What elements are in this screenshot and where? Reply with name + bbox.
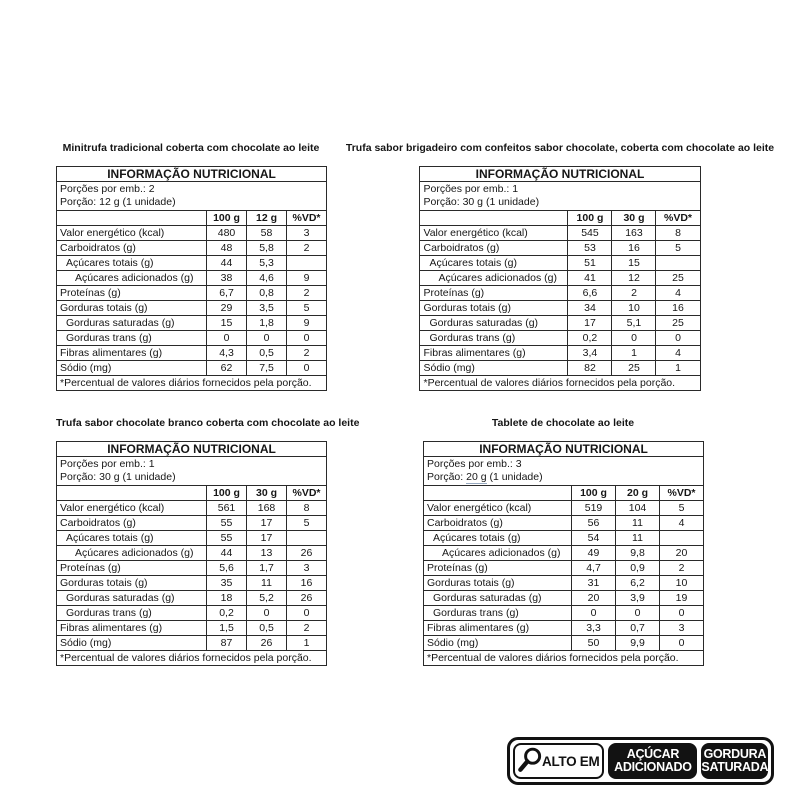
nutrient-value: 5 [660, 501, 704, 516]
nutrient-value: 4,3 [207, 346, 247, 361]
nutrient-value: 11 [616, 531, 660, 546]
nutrient-row [424, 561, 704, 576]
nutrient-value: 0,2 [207, 606, 247, 621]
added-sugar-line1: AÇÚCAR [626, 747, 680, 761]
nutrient-row [57, 501, 327, 516]
nutrient-value: 26 [287, 546, 327, 561]
nutrient-label: Gorduras saturadas (g) [57, 591, 207, 606]
nutrient-value: 5 [656, 241, 700, 256]
nutrient-label: Gorduras saturadas (g) [420, 316, 568, 331]
nutrient-value: 2 [287, 346, 327, 361]
front-of-package-warning-seal [507, 737, 774, 785]
nutrient-value [660, 531, 704, 546]
nutrient-row [420, 346, 700, 361]
product-panel-minitrufa [56, 142, 326, 391]
empty-corner-cell [57, 486, 207, 501]
nutrient-value: 9 [287, 271, 327, 286]
nutrient-row [57, 301, 327, 316]
nutrient-value: 3 [287, 226, 327, 241]
nutrition-table [56, 166, 327, 391]
nutrient-value: 0,5 [247, 346, 287, 361]
nutrient-label: Valor energético (kcal) [424, 501, 572, 516]
nutrient-value: 1,5 [207, 621, 247, 636]
nutrient-value: 2 [612, 286, 656, 301]
nutrient-value: 15 [612, 256, 656, 271]
nutrient-label: Sódio (mg) [57, 636, 207, 651]
nutrient-row [57, 331, 327, 346]
servings-cell [57, 457, 327, 486]
nutrient-value: 5 [287, 516, 327, 531]
serving-size [427, 471, 700, 484]
col-header-portion: 30 g [247, 486, 287, 501]
nutrient-value: 53 [568, 241, 612, 256]
servings-per-pack: Porções por emb.: 2 [60, 183, 155, 195]
nutrient-value: 2 [287, 241, 327, 256]
nutrient-row [57, 516, 327, 531]
nutrient-value: 545 [568, 226, 612, 241]
col-header-100g: 100 g [207, 211, 247, 226]
nutrient-row [420, 331, 700, 346]
serving-size-text: Porção: 12 g (1 unidade) [60, 196, 176, 208]
nutrient-value: 7,5 [247, 361, 287, 376]
nutrient-value [287, 256, 327, 271]
serving-size-text: Porção: [427, 471, 467, 483]
nutrient-label: Açúcares totais (g) [424, 531, 572, 546]
nutrient-value: 104 [616, 501, 660, 516]
nutrient-value: 5,8 [247, 241, 287, 256]
nutrient-row [420, 241, 700, 256]
nutrient-value: 25 [612, 361, 656, 376]
nutrient-value: 26 [247, 636, 287, 651]
nutrient-label: Gorduras totais (g) [420, 301, 568, 316]
nutrient-row [424, 606, 704, 621]
nutrient-value: 87 [207, 636, 247, 651]
nutrient-value: 16 [612, 241, 656, 256]
col-header-vd: %VD* [660, 486, 704, 501]
nutrient-row [420, 361, 700, 376]
nutrient-value: 168 [247, 501, 287, 516]
table-header-row [57, 442, 327, 457]
nutrient-row [57, 606, 327, 621]
nutrient-value: 6,2 [616, 576, 660, 591]
nutrient-label: Açúcares totais (g) [57, 256, 207, 271]
table-header-row [57, 167, 327, 182]
col-header-vd: %VD* [287, 211, 327, 226]
nutrient-value: 5,1 [612, 316, 656, 331]
nutrient-label: Carboidratos (g) [57, 241, 207, 256]
nutrient-row [57, 286, 327, 301]
nutrient-row [57, 546, 327, 561]
nutrient-label: Açúcares adicionados (g) [57, 546, 207, 561]
nutrient-value: 11 [616, 516, 660, 531]
nutrient-label: Gorduras totais (g) [57, 576, 207, 591]
table-footnote: *Percentual de valores diários fornecidos pela porção. [57, 376, 327, 391]
nutrient-label: Carboidratos (g) [57, 516, 207, 531]
nutrient-value: 26 [287, 591, 327, 606]
nutrient-label: Gorduras trans (g) [424, 606, 572, 621]
nutrient-value: 0 [287, 361, 327, 376]
nutrient-row [57, 591, 327, 606]
nutrient-value: 5,6 [207, 561, 247, 576]
nutrient-label: Valor energético (kcal) [420, 226, 568, 241]
nutrient-value: 35 [207, 576, 247, 591]
saturated-fat-line2: SATURADA [701, 760, 769, 774]
nutrient-value: 519 [572, 501, 616, 516]
table-footnote: *Percentual de valores diários fornecidos pela porção. [57, 651, 327, 666]
nutrient-value: 12 [612, 271, 656, 286]
nutrient-value: 8 [287, 501, 327, 516]
nutrient-value: 44 [207, 256, 247, 271]
nutrient-value: 3,4 [568, 346, 612, 361]
nutrient-value: 1 [287, 636, 327, 651]
nutrition-table [56, 441, 327, 666]
nutrient-value: 2 [287, 286, 327, 301]
nutrient-value: 25 [656, 316, 700, 331]
table-header: INFORMAÇÃO NUTRICIONAL [420, 167, 700, 182]
nutrient-value: 13 [247, 546, 287, 561]
nutrient-label: Proteínas (g) [57, 561, 207, 576]
servings-per-pack: Porções por emb.: 1 [60, 458, 155, 470]
nutrient-value: 0,2 [568, 331, 612, 346]
nutrient-row [420, 286, 700, 301]
nutrient-value: 0 [287, 331, 327, 346]
saturated-fat-line1: GORDURA [703, 747, 767, 761]
nutrient-label: Gorduras totais (g) [57, 301, 207, 316]
nutrient-label: Sódio (mg) [424, 636, 572, 651]
serving-size-text: Porção: 30 g (1 unidade) [60, 471, 176, 483]
nutrient-row [57, 346, 327, 361]
product-title: Trufa sabor chocolate branco coberta com chocolate ao leite [56, 417, 360, 429]
product-panel-trufa-brigadeiro [333, 142, 787, 391]
nutrient-row [57, 636, 327, 651]
servings-row [57, 457, 327, 486]
table-header: INFORMAÇÃO NUTRICIONAL [424, 442, 704, 457]
nutrient-label: Sódio (mg) [57, 361, 207, 376]
footnote-row [424, 651, 704, 666]
serving-size-underlined: 20 g [466, 471, 487, 483]
col-header-100g: 100 g [207, 486, 247, 501]
col-header-portion: 12 g [247, 211, 287, 226]
nutrient-value: 6,7 [207, 286, 247, 301]
added-sugar-line2: ADICIONADO [614, 760, 692, 774]
servings-per-pack: Porções por emb.: 3 [427, 458, 522, 470]
nutrient-label: Fibras alimentares (g) [420, 346, 568, 361]
magnifier-icon [516, 746, 544, 776]
nutrient-row [420, 226, 700, 241]
nutrient-value: 18 [207, 591, 247, 606]
nutrient-row [57, 621, 327, 636]
col-header-portion: 20 g [616, 486, 660, 501]
nutrient-value: 17 [247, 531, 287, 546]
nutrient-value: 29 [207, 301, 247, 316]
nutrient-label: Carboidratos (g) [420, 241, 568, 256]
nutrient-row [57, 256, 327, 271]
nutrient-row [420, 301, 700, 316]
nutrient-label: Sódio (mg) [420, 361, 568, 376]
empty-corner-cell [420, 211, 568, 226]
nutrient-value: 1,7 [247, 561, 287, 576]
nutrient-row [420, 316, 700, 331]
column-header-row [424, 486, 704, 501]
table-footnote: *Percentual de valores diários fornecidos pela porção. [420, 376, 700, 391]
nutrient-value [287, 531, 327, 546]
serving-size-text: Porção: 30 g (1 unidade) [423, 196, 540, 208]
nutrient-value: 51 [568, 256, 612, 271]
nutrient-value: 4 [656, 346, 700, 361]
nutrient-value: 9,8 [616, 546, 660, 561]
nutrient-row [57, 561, 327, 576]
nutrient-value: 55 [207, 531, 247, 546]
nutrient-value: 0 [247, 606, 287, 621]
nutrient-label: Proteínas (g) [420, 286, 568, 301]
nutrient-row [424, 591, 704, 606]
nutrient-value: 0,5 [247, 621, 287, 636]
nutrient-value: 11 [247, 576, 287, 591]
nutrient-row [424, 576, 704, 591]
nutrient-label: Valor energético (kcal) [57, 226, 207, 241]
nutrient-row [420, 271, 700, 286]
nutrient-value: 54 [572, 531, 616, 546]
nutrient-value: 34 [568, 301, 612, 316]
nutrient-label: Fibras alimentares (g) [57, 346, 207, 361]
nutrient-value: 0 [572, 606, 616, 621]
nutrient-row [57, 271, 327, 286]
nutrient-label: Açúcares adicionados (g) [424, 546, 572, 561]
nutrient-row [57, 241, 327, 256]
nutrient-value: 4,6 [247, 271, 287, 286]
col-header-100g: 100 g [572, 486, 616, 501]
product-title: Tablete de chocolate ao leite [491, 417, 635, 429]
nutrient-row [424, 636, 704, 651]
nutrient-label: Açúcares totais (g) [420, 256, 568, 271]
nutrient-row [57, 226, 327, 241]
nutrient-value: 17 [247, 516, 287, 531]
serving-size-suffix: (1 unidade) [486, 471, 543, 483]
nutrient-label: Gorduras trans (g) [57, 606, 207, 621]
nutrient-row [424, 546, 704, 561]
nutrient-label: Gorduras trans (g) [420, 331, 568, 346]
nutrient-value: 480 [207, 226, 247, 241]
nutrient-label: Valor energético (kcal) [57, 501, 207, 516]
nutrient-value: 3,3 [572, 621, 616, 636]
serving-size [60, 196, 323, 209]
nutrient-value: 1,8 [247, 316, 287, 331]
alto-em-badge [513, 743, 604, 779]
nutrient-value: 0 [656, 331, 700, 346]
nutrient-label: Gorduras saturadas (g) [424, 591, 572, 606]
nutrient-value: 2 [660, 561, 704, 576]
nutrient-value: 15 [207, 316, 247, 331]
nutrient-value: 55 [207, 516, 247, 531]
nutrient-value: 20 [572, 591, 616, 606]
footnote-row [57, 376, 327, 391]
serving-size [60, 471, 323, 484]
product-title: Minitrufa tradicional coberta com chocolate ao leite [62, 142, 320, 154]
col-header-vd: %VD* [656, 211, 700, 226]
servings-row [420, 182, 700, 211]
nutrient-value: 62 [207, 361, 247, 376]
nutrient-value: 9,9 [616, 636, 660, 651]
nutrient-value: 0,9 [616, 561, 660, 576]
product-panel-trufa-branco [56, 417, 360, 666]
nutrient-value: 17 [568, 316, 612, 331]
nutrient-value: 25 [656, 271, 700, 286]
product-panel-tablete [423, 417, 703, 666]
nutrient-value: 0 [616, 606, 660, 621]
table-header: INFORMAÇÃO NUTRICIONAL [57, 167, 327, 182]
nutrient-row [424, 516, 704, 531]
servings-row [57, 182, 327, 211]
nutrient-value: 10 [612, 301, 656, 316]
servings-row [424, 457, 704, 486]
product-title: Trufa sabor brigadeiro com confeitos sabor chocolate, coberta com chocolate ao leite [345, 142, 775, 154]
nutrient-value: 3 [287, 561, 327, 576]
nutrient-label: Gorduras saturadas (g) [57, 316, 207, 331]
nutrient-value: 1 [656, 361, 700, 376]
nutrient-label: Gorduras totais (g) [424, 576, 572, 591]
nutrient-value: 16 [287, 576, 327, 591]
column-header-row [57, 211, 327, 226]
nutrient-value: 19 [660, 591, 704, 606]
nutrient-value: 0 [660, 606, 704, 621]
nutrition-table [419, 166, 700, 391]
nutrient-value: 0 [207, 331, 247, 346]
nutrient-value: 58 [247, 226, 287, 241]
nutrient-label: Carboidratos (g) [424, 516, 572, 531]
nutrient-value: 10 [660, 576, 704, 591]
nutrient-value: 5,3 [247, 256, 287, 271]
nutrient-value: 5,2 [247, 591, 287, 606]
servings-cell [57, 182, 327, 211]
nutrient-row [57, 316, 327, 331]
footnote-row [57, 651, 327, 666]
nutrient-row [57, 531, 327, 546]
nutrient-value: 3,9 [616, 591, 660, 606]
nutrient-value: 0 [612, 331, 656, 346]
table-header-row [424, 442, 704, 457]
nutrient-value: 3,5 [247, 301, 287, 316]
nutrient-value: 38 [207, 271, 247, 286]
nutrient-value: 163 [612, 226, 656, 241]
nutrient-value: 4 [656, 286, 700, 301]
table-footnote: *Percentual de valores diários fornecidos pela porção. [424, 651, 704, 666]
nutrient-value: 2 [287, 621, 327, 636]
column-header-row [420, 211, 700, 226]
nutrient-value: 0,8 [247, 286, 287, 301]
alto-em-label: ALTO EM [542, 753, 600, 769]
empty-corner-cell [424, 486, 572, 501]
nutrient-label: Proteínas (g) [424, 561, 572, 576]
nutrient-value: 6,6 [568, 286, 612, 301]
nutrient-row [424, 531, 704, 546]
added-sugar-warning-badge [608, 743, 697, 779]
nutrient-value: 48 [207, 241, 247, 256]
nutrient-value: 20 [660, 546, 704, 561]
nutrient-label: Proteínas (g) [57, 286, 207, 301]
column-header-row [57, 486, 327, 501]
nutrient-label: Açúcares adicionados (g) [57, 271, 207, 286]
nutrient-value: 82 [568, 361, 612, 376]
nutrient-value: 16 [656, 301, 700, 316]
nutrient-value: 0,7 [616, 621, 660, 636]
nutrient-label: Açúcares totais (g) [57, 531, 207, 546]
nutrient-value: 5 [287, 301, 327, 316]
nutrient-row [57, 361, 327, 376]
saturated-fat-warning-badge [701, 743, 768, 779]
nutrient-value: 49 [572, 546, 616, 561]
nutrient-row [424, 621, 704, 636]
nutrient-value [656, 256, 700, 271]
nutrient-value: 3 [660, 621, 704, 636]
nutrient-value: 0 [287, 606, 327, 621]
nutrient-row [57, 576, 327, 591]
nutrient-value: 1 [612, 346, 656, 361]
col-header-portion: 30 g [612, 211, 656, 226]
nutrient-value: 9 [287, 316, 327, 331]
col-header-100g: 100 g [568, 211, 612, 226]
servings-cell [424, 457, 704, 486]
nutrient-label: Gorduras trans (g) [57, 331, 207, 346]
nutrient-value: 0 [660, 636, 704, 651]
serving-size [423, 196, 696, 209]
nutrient-value: 0 [247, 331, 287, 346]
nutrition-table [423, 441, 704, 666]
nutrient-value: 44 [207, 546, 247, 561]
nutrient-row [424, 501, 704, 516]
nutrient-row [420, 256, 700, 271]
nutrient-value: 31 [572, 576, 616, 591]
servings-per-pack: Porções por emb.: 1 [423, 183, 519, 195]
nutrient-value: 4 [660, 516, 704, 531]
nutrient-value: 56 [572, 516, 616, 531]
nutrient-label: Açúcares adicionados (g) [420, 271, 568, 286]
servings-cell [420, 182, 700, 211]
nutrient-value: 50 [572, 636, 616, 651]
table-header: INFORMAÇÃO NUTRICIONAL [57, 442, 327, 457]
footnote-row [420, 376, 700, 391]
nutrient-label: Fibras alimentares (g) [57, 621, 207, 636]
nutrient-value: 4,7 [572, 561, 616, 576]
nutrient-value: 561 [207, 501, 247, 516]
col-header-vd: %VD* [287, 486, 327, 501]
table-header-row [420, 167, 700, 182]
nutrient-value: 8 [656, 226, 700, 241]
nutrient-label: Fibras alimentares (g) [424, 621, 572, 636]
empty-corner-cell [57, 211, 207, 226]
nutrient-value: 41 [568, 271, 612, 286]
